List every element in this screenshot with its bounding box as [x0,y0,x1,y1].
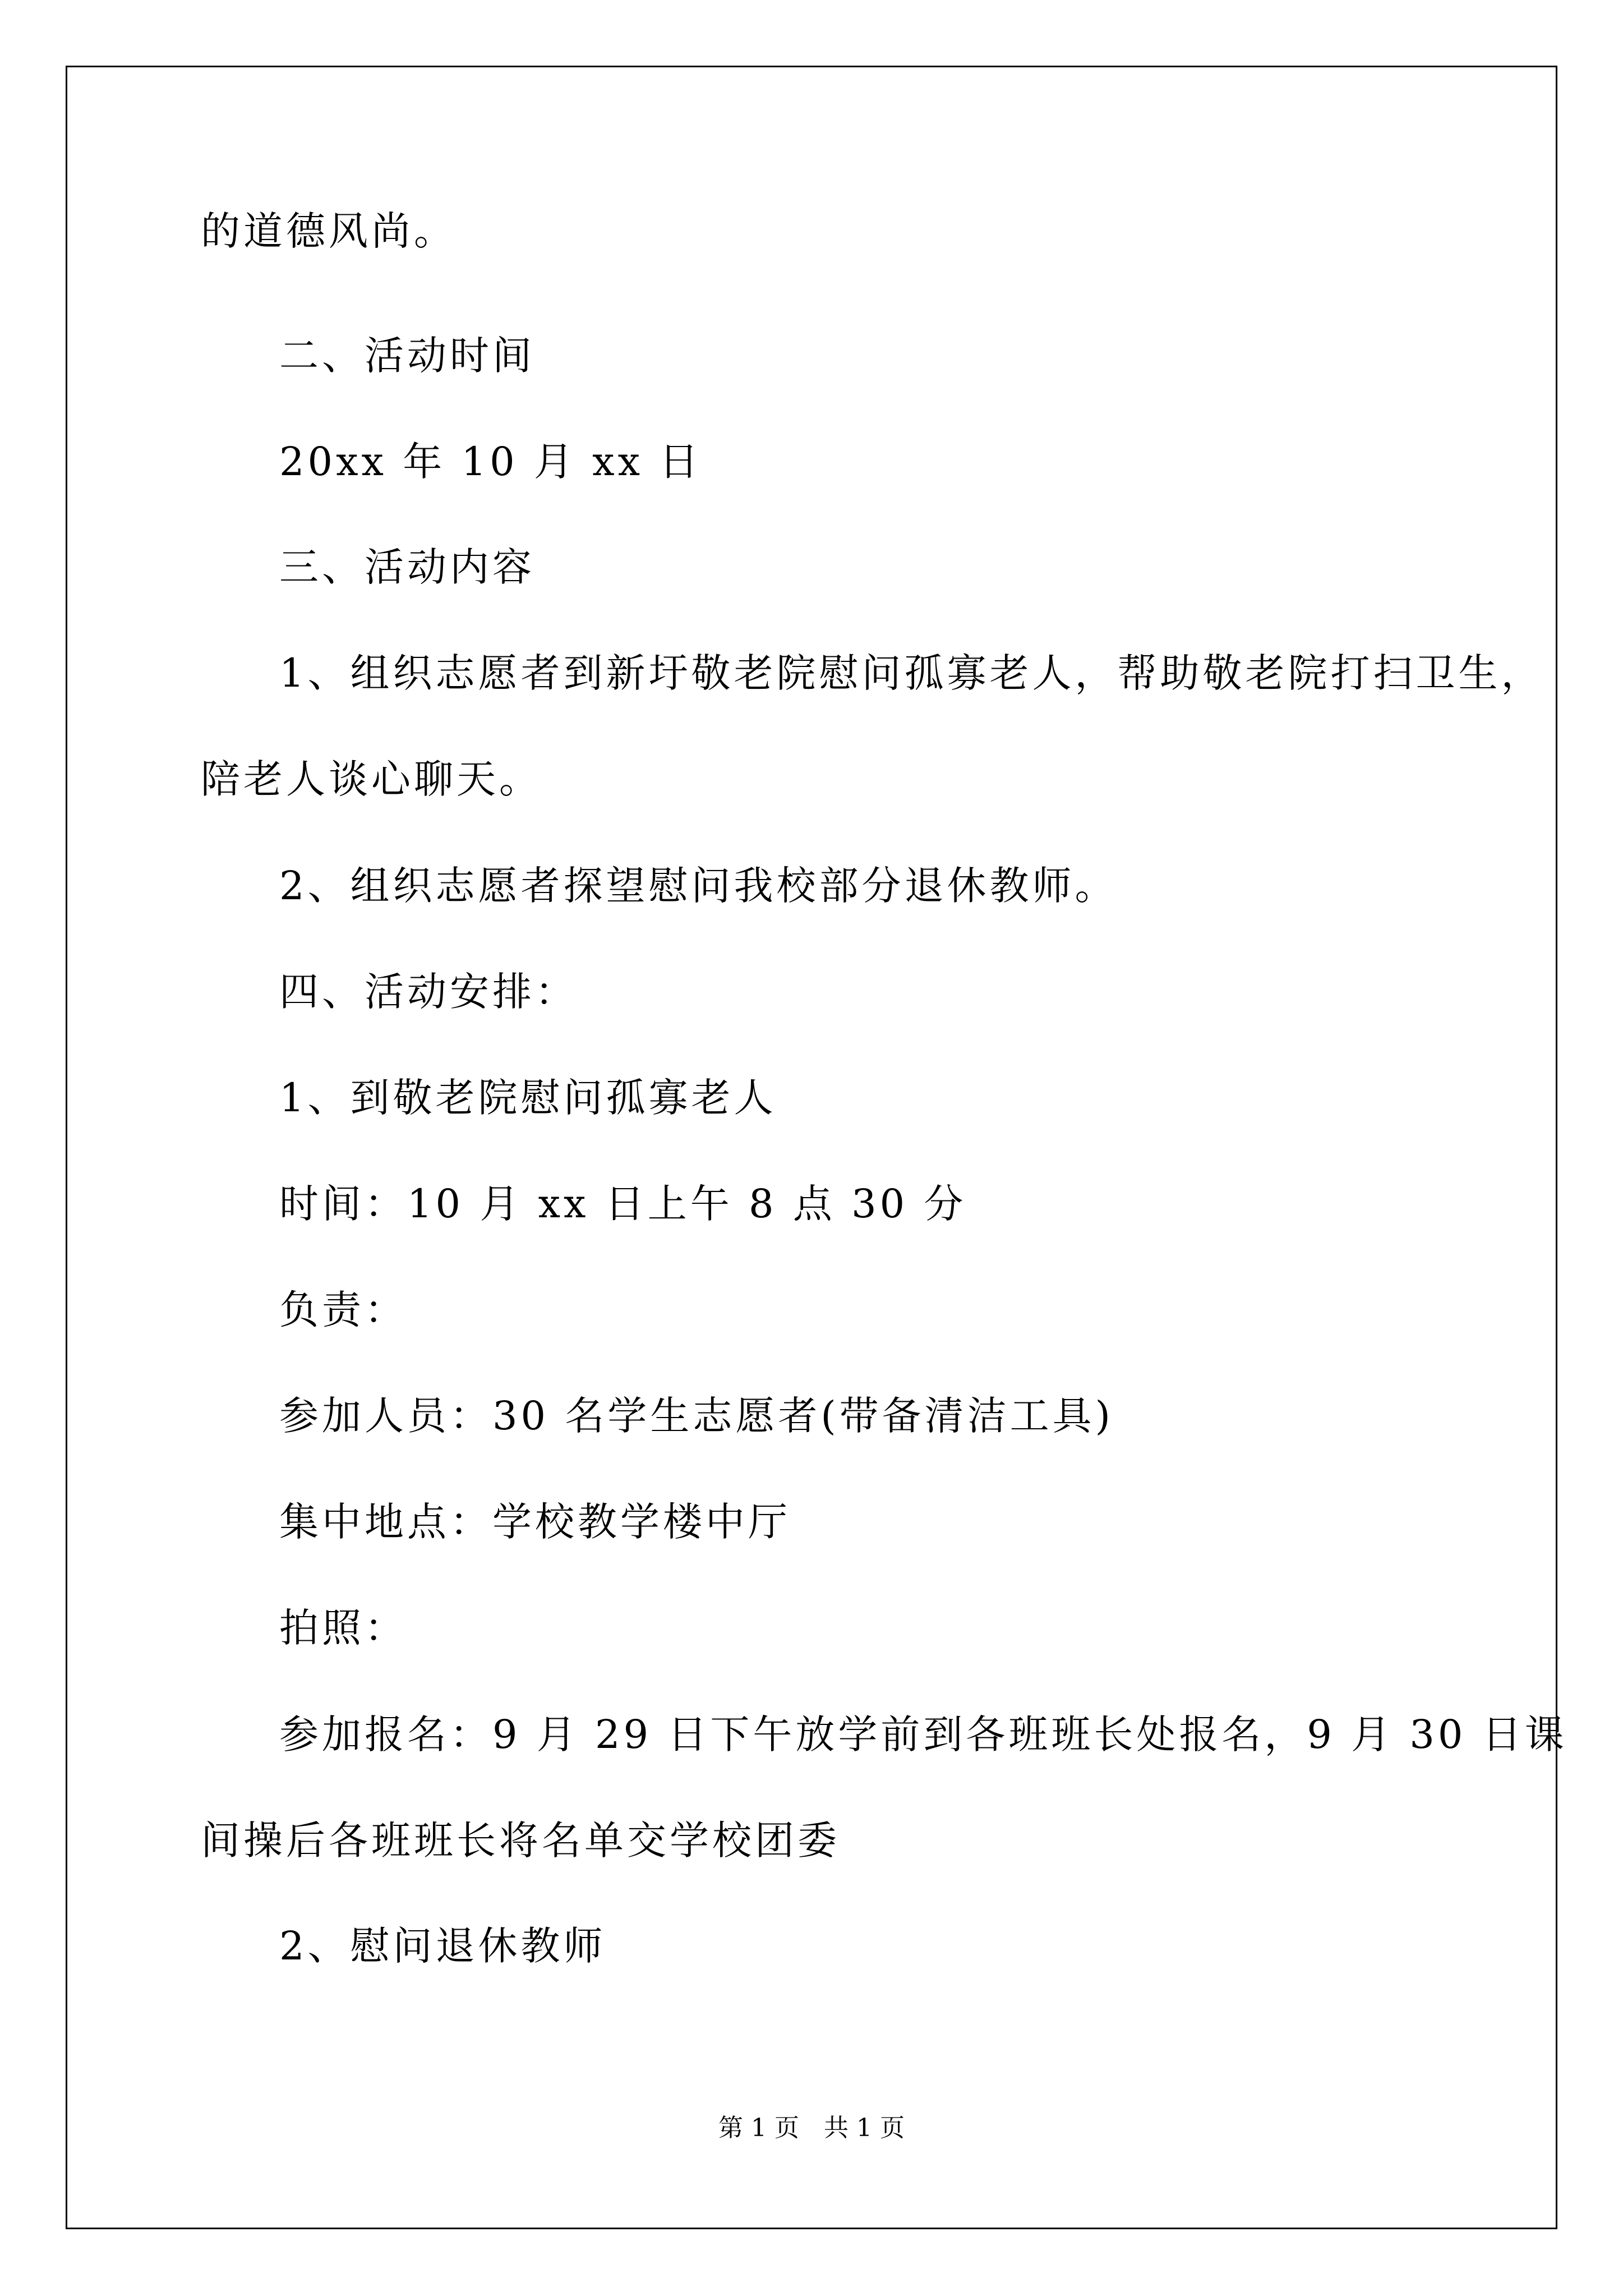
arrangement-participants: 参加人员：30 名学生志愿者(带备清洁工具) [279,1393,1114,1439]
page-border [66,66,1557,2229]
content-item-1: 1、组织志愿者到新圩敬老院慰问孤寡老人，帮助敬老院打扫卫生， [279,650,1544,696]
section-heading-time: 二、活动时间 [279,333,535,379]
content-item-1-continued: 陪老人谈心聊天。 [201,756,542,802]
arrangement-responsible: 负责： [279,1287,407,1333]
arrangement-registration: 参加报名：9 月 29 日下午放学前到各班班长处报名，9 月 30 日课 [279,1711,1567,1757]
arrangement-photography: 拍照： [279,1605,407,1651]
activity-date: 20xx 年 10 月 xx 日 [279,439,702,485]
arrangement-item-2: 2、慰问退休教师 [279,1923,606,1969]
page-footer: 第 1 页 共 1 页 [718,2114,905,2142]
section-heading-content: 三、活动内容 [279,544,535,590]
arrangement-item-1: 1、到敬老院慰问孤寡老人 [279,1075,777,1121]
section-heading-arrangement: 四、活动安排： [279,969,578,1015]
content-item-2: 2、组织志愿者探望慰问我校部分退休教师。 [279,863,1118,909]
arrangement-time: 时间：10 月 xx 日上午 8 点 30 分 [279,1181,967,1227]
arrangement-meeting-point: 集中地点：学校教学楼中厅 [279,1499,791,1545]
body-line-1: 的道德风尚。 [201,208,457,254]
arrangement-registration-continued: 间操后各班班长将名单交学校团委 [201,1818,840,1864]
